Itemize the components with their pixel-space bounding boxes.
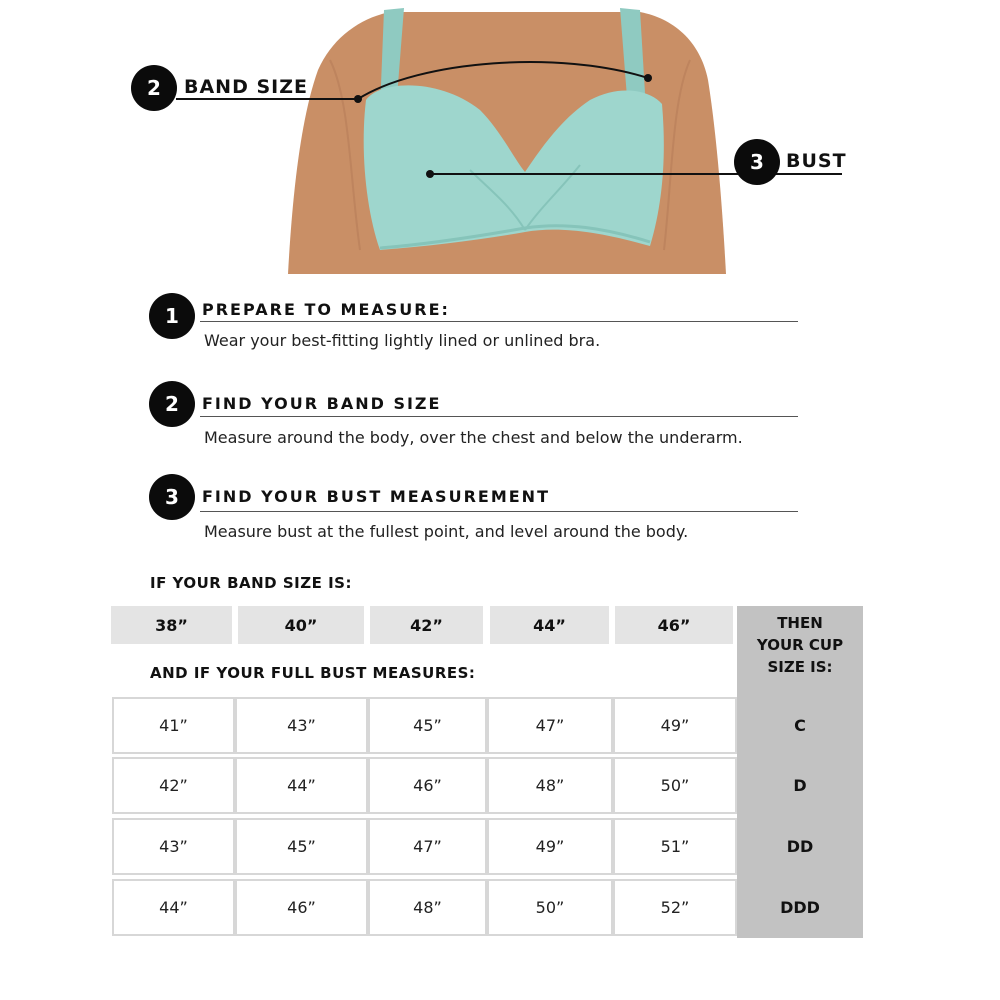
bust-cell: 47” (368, 818, 487, 875)
bust-cell: 52” (613, 879, 737, 936)
bust-callout-label: BUST (786, 150, 847, 172)
bust-cell: 47” (487, 697, 613, 754)
cup-size-header (737, 612, 863, 678)
bust-cell: 48” (487, 757, 613, 814)
step-2-description: Measure around the body, over the chest and below the underarm. (204, 428, 743, 447)
cup-header-line-2: YOUR CUP (756, 636, 844, 654)
bra-illustration (0, 0, 1000, 280)
step-2-divider (200, 416, 798, 417)
band-size-callout-label: BAND SIZE (184, 76, 308, 98)
bust-cell: 43” (235, 697, 368, 754)
bust-cell: 46” (368, 757, 487, 814)
bust-cell: 49” (613, 697, 737, 754)
cup-header-line-3: SIZE IS: (767, 658, 833, 676)
bust-cell: 46” (235, 879, 368, 936)
step-1-title: PREPARE TO MEASURE: (202, 300, 450, 319)
bust-cell: 48” (368, 879, 487, 936)
bust-cell: 45” (368, 697, 487, 754)
bust-cell: 50” (613, 757, 737, 814)
step-3-divider (200, 511, 798, 512)
bust-cell: 44” (235, 757, 368, 814)
cup-size-cell: C (794, 716, 806, 735)
step-3-number: 3 (149, 474, 195, 520)
step-1-divider (200, 321, 798, 322)
bust-cell: 51” (613, 818, 737, 875)
band-size-44: 44” (490, 606, 609, 644)
band-size-label: IF YOUR BAND SIZE IS: (150, 574, 352, 592)
bust-cell: 41” (112, 697, 235, 754)
step-1-description: Wear your best-fitting lightly lined or unlined bra. (204, 331, 601, 350)
bust-callout-number: 3 (734, 139, 780, 185)
step-2-number: 2 (149, 381, 195, 427)
band-size-callout-number: 2 (131, 65, 177, 111)
band-size-46: 46” (615, 606, 733, 644)
bust-cell: 43” (112, 818, 235, 875)
cup-size-cell: D (793, 776, 807, 795)
bust-cell: 42” (112, 757, 235, 814)
band-size-40: 40” (238, 606, 364, 644)
step-2-title: FIND YOUR BAND SIZE (202, 394, 442, 413)
bust-cell: 45” (235, 818, 368, 875)
cup-size-cell: DD (786, 837, 814, 856)
cup-header-line-1: THEN (777, 614, 823, 632)
full-bust-label: AND IF YOUR FULL BUST MEASURES: (150, 664, 476, 682)
bust-cell: 44” (112, 879, 235, 936)
step-3-description: Measure bust at the fullest point, and level around the body. (204, 522, 689, 541)
band-size-42: 42” (370, 606, 483, 644)
bust-cell: 50” (487, 879, 613, 936)
cup-size-cell: DDD (780, 898, 820, 917)
band-size-38: 38” (111, 606, 232, 644)
bust-cell: 49” (487, 818, 613, 875)
step-1-number: 1 (149, 293, 195, 339)
step-3-title: FIND YOUR BUST MEASUREMENT (202, 487, 550, 506)
